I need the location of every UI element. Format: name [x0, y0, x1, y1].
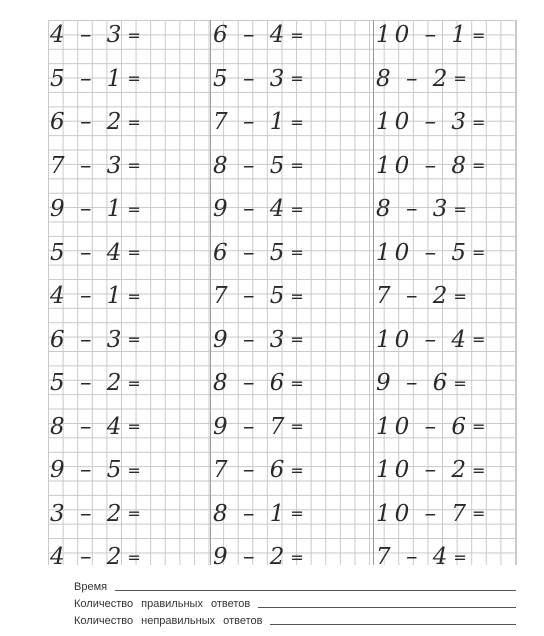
equals-sign: = [290, 373, 304, 393]
problem-expression: 8 – 4 [50, 413, 126, 440]
equals-sign: = [290, 112, 304, 132]
problem-expression: 9 – 6 [376, 370, 452, 396]
correct-answers-line[interactable] [258, 606, 516, 608]
problem-expression: 7 – 6 [213, 457, 289, 483]
equals-sign: = [290, 69, 304, 88]
subtraction-problem [376, 499, 485, 529]
subtraction-problem [213, 281, 304, 311]
problem-expression: 7 – 5 [213, 283, 289, 309]
equals-sign: = [127, 286, 141, 306]
problem-expression: 10 – 1 [376, 22, 471, 48]
problem-expression: 4 – 2 [50, 544, 126, 570]
problem-expression: 6 – 5 [213, 239, 289, 266]
subtraction-problem [50, 325, 141, 355]
equals-sign: = [472, 330, 486, 349]
subtraction-problem [50, 238, 141, 268]
correct-answers-row [74, 593, 516, 610]
subtraction-problem [376, 238, 485, 268]
equals-sign: = [127, 330, 141, 349]
subtraction-problem [213, 455, 304, 485]
problem-column-2 [211, 20, 373, 570]
problem-expression: 8 – 6 [213, 370, 289, 396]
problem-expression: 9 – 2 [213, 544, 289, 570]
problem-expression: 5 – 3 [213, 65, 289, 92]
subtraction-problem [213, 542, 304, 572]
equals-sign: = [127, 373, 141, 393]
problem-expression: 10 – 7 [376, 500, 471, 527]
subtraction-problem [376, 455, 485, 485]
subtraction-problem [213, 20, 304, 50]
problem-expression: 7 – 1 [213, 109, 289, 135]
subtraction-problem [50, 194, 141, 224]
equals-sign: = [290, 25, 304, 45]
equals-sign: = [290, 286, 304, 306]
subtraction-problem [376, 412, 485, 442]
problem-expression: 4 – 3 [50, 22, 126, 48]
subtraction-problem [213, 412, 304, 442]
problem-expression: 3 – 2 [50, 500, 126, 527]
equals-sign: = [127, 243, 141, 262]
subtraction-problem [213, 325, 304, 355]
subtraction-problem [50, 412, 141, 442]
subtraction-problem [213, 238, 304, 268]
problem-expression: 10 – 5 [376, 239, 471, 266]
problem-expression: 6 – 2 [50, 109, 126, 135]
subtraction-problem [376, 107, 485, 137]
subtraction-problem [376, 194, 467, 224]
problem-expression: 7 – 3 [50, 152, 126, 179]
problem-expression: 6 – 4 [213, 22, 289, 48]
problem-expression: 10 – 2 [376, 457, 471, 483]
problem-expression: 9 – 7 [213, 413, 289, 440]
problem-expression: 5 – 2 [50, 370, 126, 396]
incorrect-answers-line[interactable] [270, 623, 516, 625]
equals-sign: = [472, 25, 486, 45]
problem-expression: 10 – 8 [376, 152, 471, 179]
problem-expression: 10 – 3 [376, 109, 471, 135]
subtraction-problem [376, 151, 485, 181]
equals-sign: = [472, 112, 486, 132]
equals-sign: = [472, 156, 486, 175]
equals-sign: = [290, 417, 304, 436]
time-answer-line[interactable] [115, 589, 516, 591]
subtraction-problem [213, 64, 304, 94]
subtraction-problem [50, 281, 141, 311]
problem-column-3 [374, 20, 536, 570]
equals-sign: = [127, 460, 141, 480]
subtraction-problem [376, 64, 467, 94]
equals-sign: = [472, 460, 486, 480]
equals-sign: = [290, 199, 304, 219]
equals-sign: = [453, 373, 467, 393]
subtraction-problem [213, 499, 304, 529]
subtraction-problem [50, 499, 141, 529]
problem-expression: 8 – 1 [213, 500, 289, 527]
equals-sign: = [127, 504, 141, 523]
subtraction-problem [50, 368, 141, 398]
subtraction-problem [376, 20, 485, 50]
equals-sign: = [127, 199, 141, 219]
problem-expression: 9 – 3 [213, 326, 289, 353]
subtraction-problem [213, 151, 304, 181]
equals-sign: = [472, 243, 486, 262]
equals-sign: = [453, 547, 467, 567]
problem-expression: 9 – 1 [50, 196, 126, 222]
subtraction-problem [213, 368, 304, 398]
problem-expression: 7 – 2 [376, 283, 452, 309]
subtraction-problem [213, 107, 304, 137]
problem-expression: 8 – 2 [376, 65, 452, 92]
results-footer [74, 576, 516, 627]
equals-sign: = [453, 69, 467, 88]
equals-sign: = [127, 417, 141, 436]
equals-sign: = [290, 547, 304, 567]
worksheet-grid [48, 20, 517, 570]
time-row [74, 576, 516, 593]
incorrect-answers-row [74, 610, 516, 627]
subtraction-problem [50, 455, 141, 485]
problem-expression: 10 – 4 [376, 326, 471, 353]
problem-expression: 7 – 4 [376, 544, 452, 570]
problem-expression: 5 – 1 [50, 65, 126, 92]
equals-sign: = [472, 504, 486, 523]
problem-expression: 8 – 5 [213, 152, 289, 179]
equals-sign: = [290, 156, 304, 175]
equals-sign: = [127, 156, 141, 175]
subtraction-problem [50, 151, 141, 181]
subtraction-problem [50, 542, 141, 572]
equals-sign: = [472, 417, 486, 436]
subtraction-problem [213, 194, 304, 224]
equals-sign: = [127, 112, 141, 132]
incorrect-answers-label: Количество неправильных ответов [74, 615, 263, 627]
time-label: Время [74, 581, 108, 593]
equals-sign: = [290, 460, 304, 480]
subtraction-problem [376, 542, 467, 572]
subtraction-problem [376, 368, 467, 398]
problem-expression: 8 – 3 [376, 196, 452, 222]
problem-column-1 [48, 20, 210, 570]
equals-sign: = [453, 199, 467, 219]
subtraction-problem [50, 20, 141, 50]
equals-sign: = [127, 25, 141, 45]
equals-sign: = [290, 504, 304, 523]
problem-expression: 4 – 1 [50, 283, 126, 309]
problem-expression: 9 – 5 [50, 457, 126, 483]
equals-sign: = [127, 547, 141, 567]
subtraction-problem [50, 64, 141, 94]
subtraction-problem [376, 325, 485, 355]
equals-sign: = [290, 330, 304, 349]
problem-expression: 9 – 4 [213, 196, 289, 222]
correct-answers-label: Количество правильных ответов [74, 598, 251, 610]
equals-sign: = [453, 286, 467, 306]
subtraction-problem [50, 107, 141, 137]
problem-expression: 10 – 6 [376, 413, 471, 440]
problem-expression: 5 – 4 [50, 239, 126, 266]
subtraction-problem [376, 281, 467, 311]
equals-sign: = [127, 69, 141, 88]
problem-expression: 6 – 3 [50, 326, 126, 353]
equals-sign: = [290, 243, 304, 262]
